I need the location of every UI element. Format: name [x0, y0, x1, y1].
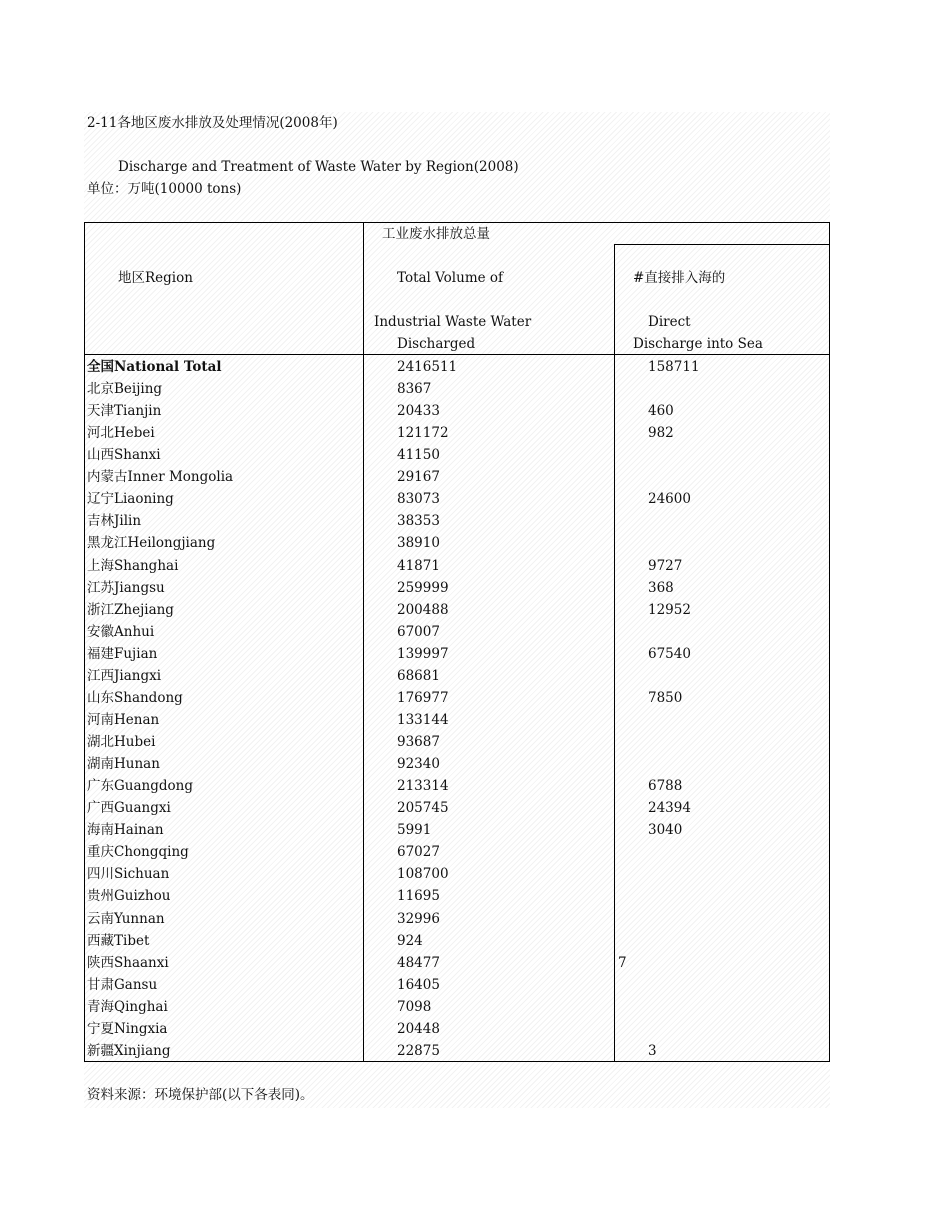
sea-discharge-cell: 7	[618, 954, 627, 971]
header-total-en-3: Discharged	[397, 336, 476, 352]
region-cell: 甘肃Gansu	[87, 976, 158, 993]
region-cell: 江苏Jiangsu	[87, 579, 165, 596]
region-cell: 陕西Shaanxi	[87, 954, 169, 971]
table-row	[84, 422, 829, 444]
region-cell: 内蒙古Inner Mongolia	[87, 469, 234, 486]
volume-cell: 22875	[397, 1042, 440, 1059]
table-row	[84, 532, 829, 554]
table-row	[84, 599, 829, 621]
region-cell: 江西Jiangxi	[87, 667, 162, 684]
table-row	[84, 444, 829, 466]
region-cell: 辽宁Liaoning	[87, 491, 174, 508]
title-chinese: 2-11各地区废水排放及处理情况(2008年)	[87, 115, 338, 131]
region-cell: 河南Henan	[87, 711, 160, 728]
region-cell: 西藏Tibet	[87, 932, 150, 949]
volume-cell: 83073	[397, 491, 440, 508]
region-cell: 云南Yunnan	[87, 910, 165, 927]
table-row	[84, 885, 829, 907]
volume-cell: 48477	[397, 954, 440, 971]
volume-cell: 11695	[397, 888, 440, 905]
table-row	[84, 378, 829, 400]
header-sea-cn: #直接排入海的	[633, 270, 726, 286]
region-cell: 天津Tianjin	[87, 403, 162, 420]
region-cell: 青海Qinghai	[87, 998, 168, 1015]
volume-cell: 139997	[397, 645, 449, 662]
table-row	[84, 996, 829, 1018]
table-row	[84, 753, 829, 775]
region-cell: 浙江Zhejiang	[87, 601, 174, 618]
volume-cell: 68681	[397, 667, 440, 684]
region-cell: 重庆Chongqing	[87, 844, 189, 861]
region-cell: 贵州Guizhou	[87, 888, 171, 905]
sea-discharge-cell: 67540	[648, 645, 691, 662]
region-cell: 湖北Hubei	[87, 734, 156, 751]
region-cell: 四川Sichuan	[87, 866, 170, 883]
table-row	[84, 908, 829, 930]
sea-discharge-cell: 24394	[648, 800, 691, 817]
table-row	[84, 952, 829, 974]
volume-cell: 205745	[397, 800, 449, 817]
volume-cell: 259999	[397, 579, 449, 596]
column-divider-2	[614, 244, 615, 1062]
sea-discharge-cell: 3040	[648, 822, 683, 839]
region-cell: 福建Fujian	[87, 645, 158, 662]
region-cell: 上海Shanghai	[87, 557, 179, 574]
table-row	[84, 974, 829, 996]
table-row	[84, 930, 829, 952]
table-row	[84, 356, 829, 378]
volume-cell: 108700	[397, 866, 449, 883]
sea-discharge-cell: 368	[648, 579, 674, 596]
region-cell: 广东Guangdong	[87, 778, 193, 795]
table-row	[84, 577, 829, 599]
table-row	[84, 687, 829, 709]
volume-cell: 133144	[397, 711, 449, 728]
volume-cell: 200488	[397, 601, 449, 618]
volume-cell: 93687	[397, 734, 440, 751]
region-cell: 海南Hainan	[87, 822, 164, 839]
table-row	[84, 488, 829, 510]
volume-cell: 8367	[397, 381, 432, 398]
region-cell: 黑龙江Heilongjiang	[87, 535, 216, 552]
volume-cell: 20433	[397, 403, 440, 420]
volume-cell: 67027	[397, 844, 440, 861]
header-sea-en-1: Direct	[648, 314, 691, 330]
sea-discharge-cell: 158711	[648, 359, 700, 375]
volume-cell: 41150	[397, 447, 440, 464]
sea-discharge-cell: 7850	[648, 689, 683, 706]
table-row	[84, 1040, 829, 1062]
header-sea-en-2: Discharge into Sea	[633, 336, 763, 352]
volume-cell: 16405	[397, 976, 440, 993]
table-row	[84, 841, 829, 863]
table-row	[84, 1018, 829, 1040]
table-row	[84, 621, 829, 643]
table-row	[84, 665, 829, 687]
sea-discharge-cell: 460	[648, 403, 674, 420]
volume-cell: 5991	[397, 822, 432, 839]
table-row	[84, 510, 829, 532]
sea-discharge-cell: 982	[648, 425, 674, 442]
region-cell: 广西Guangxi	[87, 800, 171, 817]
region-cell: 山西Shanxi	[87, 447, 161, 464]
table-row	[84, 466, 829, 488]
volume-cell: 20448	[397, 1020, 440, 1037]
header-region: 地区Region	[118, 270, 193, 286]
column-divider-1	[363, 222, 364, 1062]
volume-cell: 121172	[397, 425, 449, 442]
region-cell: 全国National Total	[87, 359, 222, 375]
source-note: 资料来源：环境保护部(以下各表同)。	[87, 1087, 314, 1103]
region-cell: 北京Beijing	[87, 381, 163, 398]
table-row	[84, 775, 829, 797]
table-right-border	[829, 222, 830, 1062]
table-row	[84, 797, 829, 819]
region-cell: 湖南Hunan	[87, 756, 160, 773]
sea-discharge-cell: 9727	[648, 557, 683, 574]
title-english: Discharge and Treatment of Waste Water by Region(2008)	[118, 159, 519, 175]
volume-cell: 67007	[397, 623, 440, 640]
table-row	[84, 555, 829, 577]
sea-discharge-cell: 3	[648, 1042, 657, 1059]
sea-discharge-cell: 12952	[648, 601, 691, 618]
table-bottom-border	[84, 1061, 830, 1062]
volume-cell: 924	[397, 932, 423, 949]
volume-cell: 2416511	[397, 359, 458, 375]
unit-label: 单位：万吨(10000 tons)	[87, 181, 242, 197]
table-row	[84, 731, 829, 753]
header-total-en-2: Industrial Waste Water	[374, 314, 532, 330]
volume-cell: 92340	[397, 756, 440, 773]
region-cell: 宁夏Ningxia	[87, 1020, 168, 1037]
volume-cell: 213314	[397, 778, 449, 795]
region-cell: 山东Shandong	[87, 689, 183, 706]
sea-discharge-cell: 6788	[648, 778, 683, 795]
table-left-border	[84, 222, 85, 1062]
volume-cell: 38353	[397, 513, 440, 530]
region-cell: 安徽Anhui	[87, 623, 155, 640]
header-total-en-1: Total Volume of	[397, 270, 504, 286]
volume-cell: 176977	[397, 689, 449, 706]
table-row	[84, 819, 829, 841]
sea-discharge-cell: 24600	[648, 491, 691, 508]
header-bottom-border	[84, 354, 830, 355]
volume-cell: 7098	[397, 998, 432, 1015]
volume-cell: 38910	[397, 535, 440, 552]
table-row	[84, 709, 829, 731]
table-top-border	[84, 222, 830, 223]
table-row	[84, 863, 829, 885]
table-row	[84, 400, 829, 422]
header-total-cn: 工业废水排放总量	[382, 226, 490, 242]
region-cell: 吉林Jilin	[87, 513, 142, 530]
region-cell: 河北Hebei	[87, 425, 155, 442]
volume-cell: 41871	[397, 557, 440, 574]
volume-cell: 32996	[397, 910, 440, 927]
subheader-border	[614, 244, 830, 245]
region-cell: 新疆Xinjiang	[87, 1042, 171, 1059]
volume-cell: 29167	[397, 469, 440, 486]
table-row	[84, 643, 829, 665]
